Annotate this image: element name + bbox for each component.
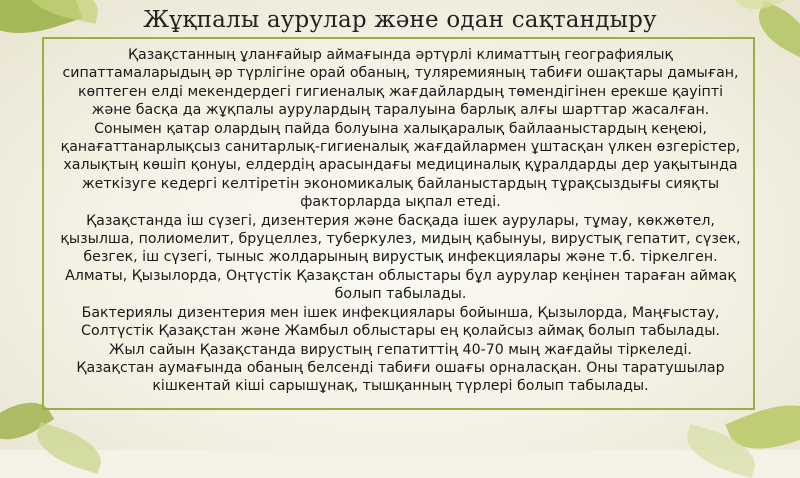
paragraph-4: Бактериялы дизентерия мен ішек инфекциялары бойынша, Қызылорда, Маңғыстау, Солтүстік Қазақстан және Жамбыл облыстары ең қолайсыз аймақ болып табылады.: [81, 304, 720, 340]
slide-title: Жұқпалы аурулар және одан сақтандыру: [143, 7, 657, 33]
paragraph-5: Жыл сайын Қазақстанда вирустың гепатиттің 40-70 мың жағдайы тіркеледі.: [109, 341, 692, 358]
paragraph-3: Алматы, Қызылорда, Оңтүстік Қазақстан облыстары бұл аурулар кеңінен тараған аймақ болып табылады.: [65, 267, 736, 303]
paragraph-6: Қазақстан аумағында обаның белсенді табиғи ошағы орналасқан. Оны таратушылар кішкентай кіші сарышұнақ, тышқанның түрлері болып табылады.: [76, 359, 725, 395]
paragraph-2: Қазақстанда іш сүзегі, дизентерия және басқада ішек аурулары, тұмау, көкжөтел, қызылша, полиомелит, бруцеллез, туберкулез, мидың қабынуы, вирустық гепатит, сүзек, безгек, іш сүзегі, тыныс жолдарының вирустық инфекциялары және т.б. тіркелген.: [60, 212, 741, 266]
paragraph-1: Қазақстанның ұланғайыр аймағында әртүрлі климаттың географиялық сипаттамаларыдың әр түрлігіне орай обаның, туляремияның табиғи ошақтары дамыған, көптеген елді мекендердегі гигиеналық жағдайлардың төмендігінен ерекше қауіпті және басқа да жұқпалы аурулардың таралуына барлық алғы шарттар жасалған. Сонымен қатар олардың пайда болуына халықаралық байлааныстардың кеңеюі, қанағаттанарлықсыз санитарлық-гигиеналық жағдайлармен ұштасқан үлкен өзгерістер, халықтың көшіп қонуы, елдердің арасындағы медициналық құралдарды дер уақытында жеткізуге кедергі келтіретін экономикалық байланыстардың тұрақсыздығы сияқты факторларда ықпал етеді.: [60, 47, 741, 211]
slide-body-text: [59, 46, 742, 396]
content-frame: [42, 37, 755, 410]
